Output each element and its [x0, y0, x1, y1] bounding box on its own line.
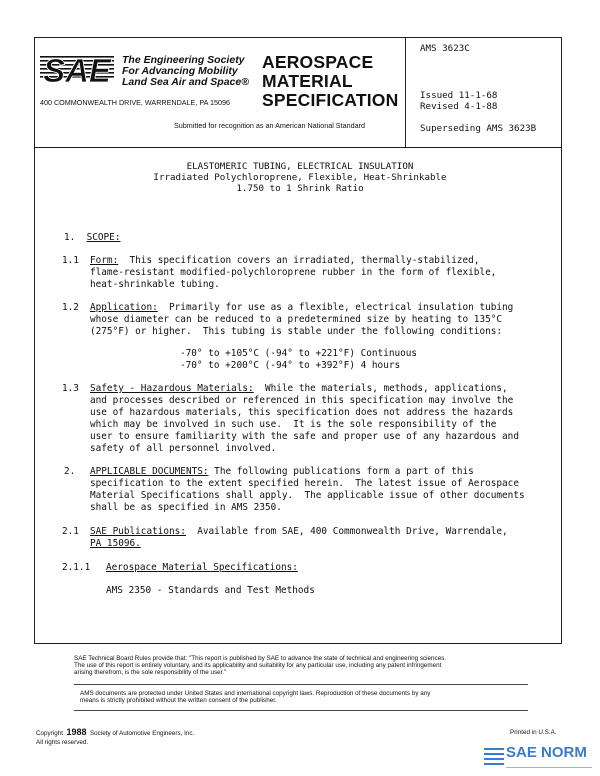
- footer-divider-2: [74, 710, 528, 711]
- section-1-1-line-3: heat-shrinkable tubing.: [90, 279, 220, 290]
- revised-date: Revised 4-1-88: [420, 101, 498, 112]
- submitted-note: Submitted for recognition as an American National Standard: [174, 121, 365, 130]
- section-1-2-line-1: Application: Primarily for use as a flexible, electrical insulation tubing: [90, 302, 514, 313]
- spec-title-line-1: ELASTOMERIC TUBING, ELECTRICAL INSULATION: [186, 161, 414, 172]
- printed-in: Printed in U.S.A.: [510, 729, 557, 736]
- section-1-3-line-3: use of hazardous materials, this specification does not address the hazards: [90, 407, 514, 418]
- footer-divider: [74, 684, 528, 685]
- org-line-3: Land Sea Air and Space®: [122, 76, 249, 88]
- section-1-3-line-6: safety of all personnel involved.: [90, 443, 277, 454]
- svg-text:SAE: SAE: [43, 52, 111, 86]
- condition-continuous: -70° to +105°C (-94° to +221°F) Continuous: [180, 348, 418, 359]
- section-2-line-1: APPLICABLE DOCUMENTS: The following publications form a part of this: [90, 466, 474, 477]
- section-2-line-2: specification to the extent specified herein. The latest issue of Aerospace: [90, 478, 519, 489]
- sae-logo-icon: [40, 52, 114, 86]
- section-1-1-line-1: Form: This specification covers an irradiated, thermally-stabilized,: [90, 255, 480, 266]
- section-2-1-line-1: SAE Publications: Available from SAE, 400 Commonwealth Drive, Warrendale,: [90, 526, 508, 537]
- org-line-2: For Advancing Mobility: [122, 65, 238, 77]
- copyright-notice-line-2: means is strictly prohibited without the written consent of the publisher.: [80, 697, 277, 704]
- condition-4-hours: -70° to +200°C (-94° to +392°F) 4 hours: [180, 360, 401, 371]
- doc-type-line-3: SPECIFICATION: [262, 90, 399, 110]
- watermark-text: SAE NORM: [506, 744, 587, 761]
- section-2-1-1-heading: Aerospace Material Specifications:: [106, 562, 298, 573]
- org-address: 400 COMMONWEALTH DRIVE, WARRENDALE, PA 15096: [40, 98, 230, 107]
- header-divider: [34, 147, 562, 148]
- section-1-3-number: 1.3: [62, 383, 79, 394]
- section-1-2-line-2: whose diameter can be reduced to a predetermined size by heating to 135°C: [90, 314, 503, 325]
- spec-title-line-3: 1.750 to 1 Shrink Ratio: [236, 183, 364, 194]
- section-2-1-line-2: PA 15096.: [90, 538, 141, 549]
- section-1-3-line-5: user to ensure familiarity with the safe and proper use of any hazardous and: [90, 431, 519, 442]
- doc-type-line-1: AEROSPACE: [262, 52, 374, 72]
- section-2-number: 2.: [64, 466, 76, 477]
- section-1-2-line-3: (275°F) or higher. This tubing is stable under the following conditions:: [90, 326, 503, 337]
- section-1-2-number: 1.2: [62, 302, 79, 313]
- board-rules-line-3: arising therefrom, is the sole responsibility of the user.": [74, 669, 227, 676]
- section-2-1-number: 2.1: [62, 526, 79, 537]
- section-1-1-line-2: flame-resistant modified-polychloroprene rubber in the form of flexible,: [90, 267, 497, 278]
- section-1-1-number: 1.1: [62, 255, 79, 266]
- ams-number: AMS 3623C: [420, 43, 470, 54]
- rights-reserved: All rights reserved.: [36, 739, 89, 746]
- issued-date: Issued 11-1-68: [420, 90, 498, 101]
- section-2-1-1-number: 2.1.1: [62, 562, 91, 573]
- section-2-line-4: shall be as specified in AMS 2350.: [90, 502, 282, 513]
- section-1-3-line-1: Safety - Hazardous Materials: While the materials, methods, applications,: [90, 383, 508, 394]
- spec-title-line-2: Irradiated Polychloroprene, Flexible, Heat-Shrinkable: [153, 172, 447, 183]
- board-rules-line-1: SAE Technical Board Rules provide that: "This report is published by SAE to advance the state of technical and engineering sciences.: [74, 655, 447, 662]
- header-vertical-divider: [405, 37, 406, 148]
- org-line-1: The Engineering Society: [122, 54, 245, 66]
- copyright-line: Copyright 1988 Society of Automotive Engineers, Inc.: [36, 727, 195, 737]
- doc-type-line-2: MATERIAL: [262, 71, 353, 91]
- ams-2350-reference: AMS 2350 - Standards and Test Methods: [106, 585, 315, 596]
- section-1-3-line-2: and processes described or referenced in this specification may involve the: [90, 395, 514, 406]
- copyright-notice-line-1: AMS documents are protected under United States and international copyright laws. Reproduction of these documents by any: [80, 690, 431, 697]
- section-1-heading: 1. SCOPE:: [64, 232, 121, 243]
- section-2-line-3: Material Specifications shall apply. The applicable issue of other documents: [90, 490, 525, 501]
- board-rules-line-2: The use of this report is entirely voluntary, and its applicability and suitability for any particular use, including any patent infringement: [74, 662, 442, 669]
- section-1-3-line-4: which may be involved in such use. It is the sole responsibility of the: [90, 419, 497, 430]
- superseding-note: Superseding AMS 3623B: [420, 123, 537, 134]
